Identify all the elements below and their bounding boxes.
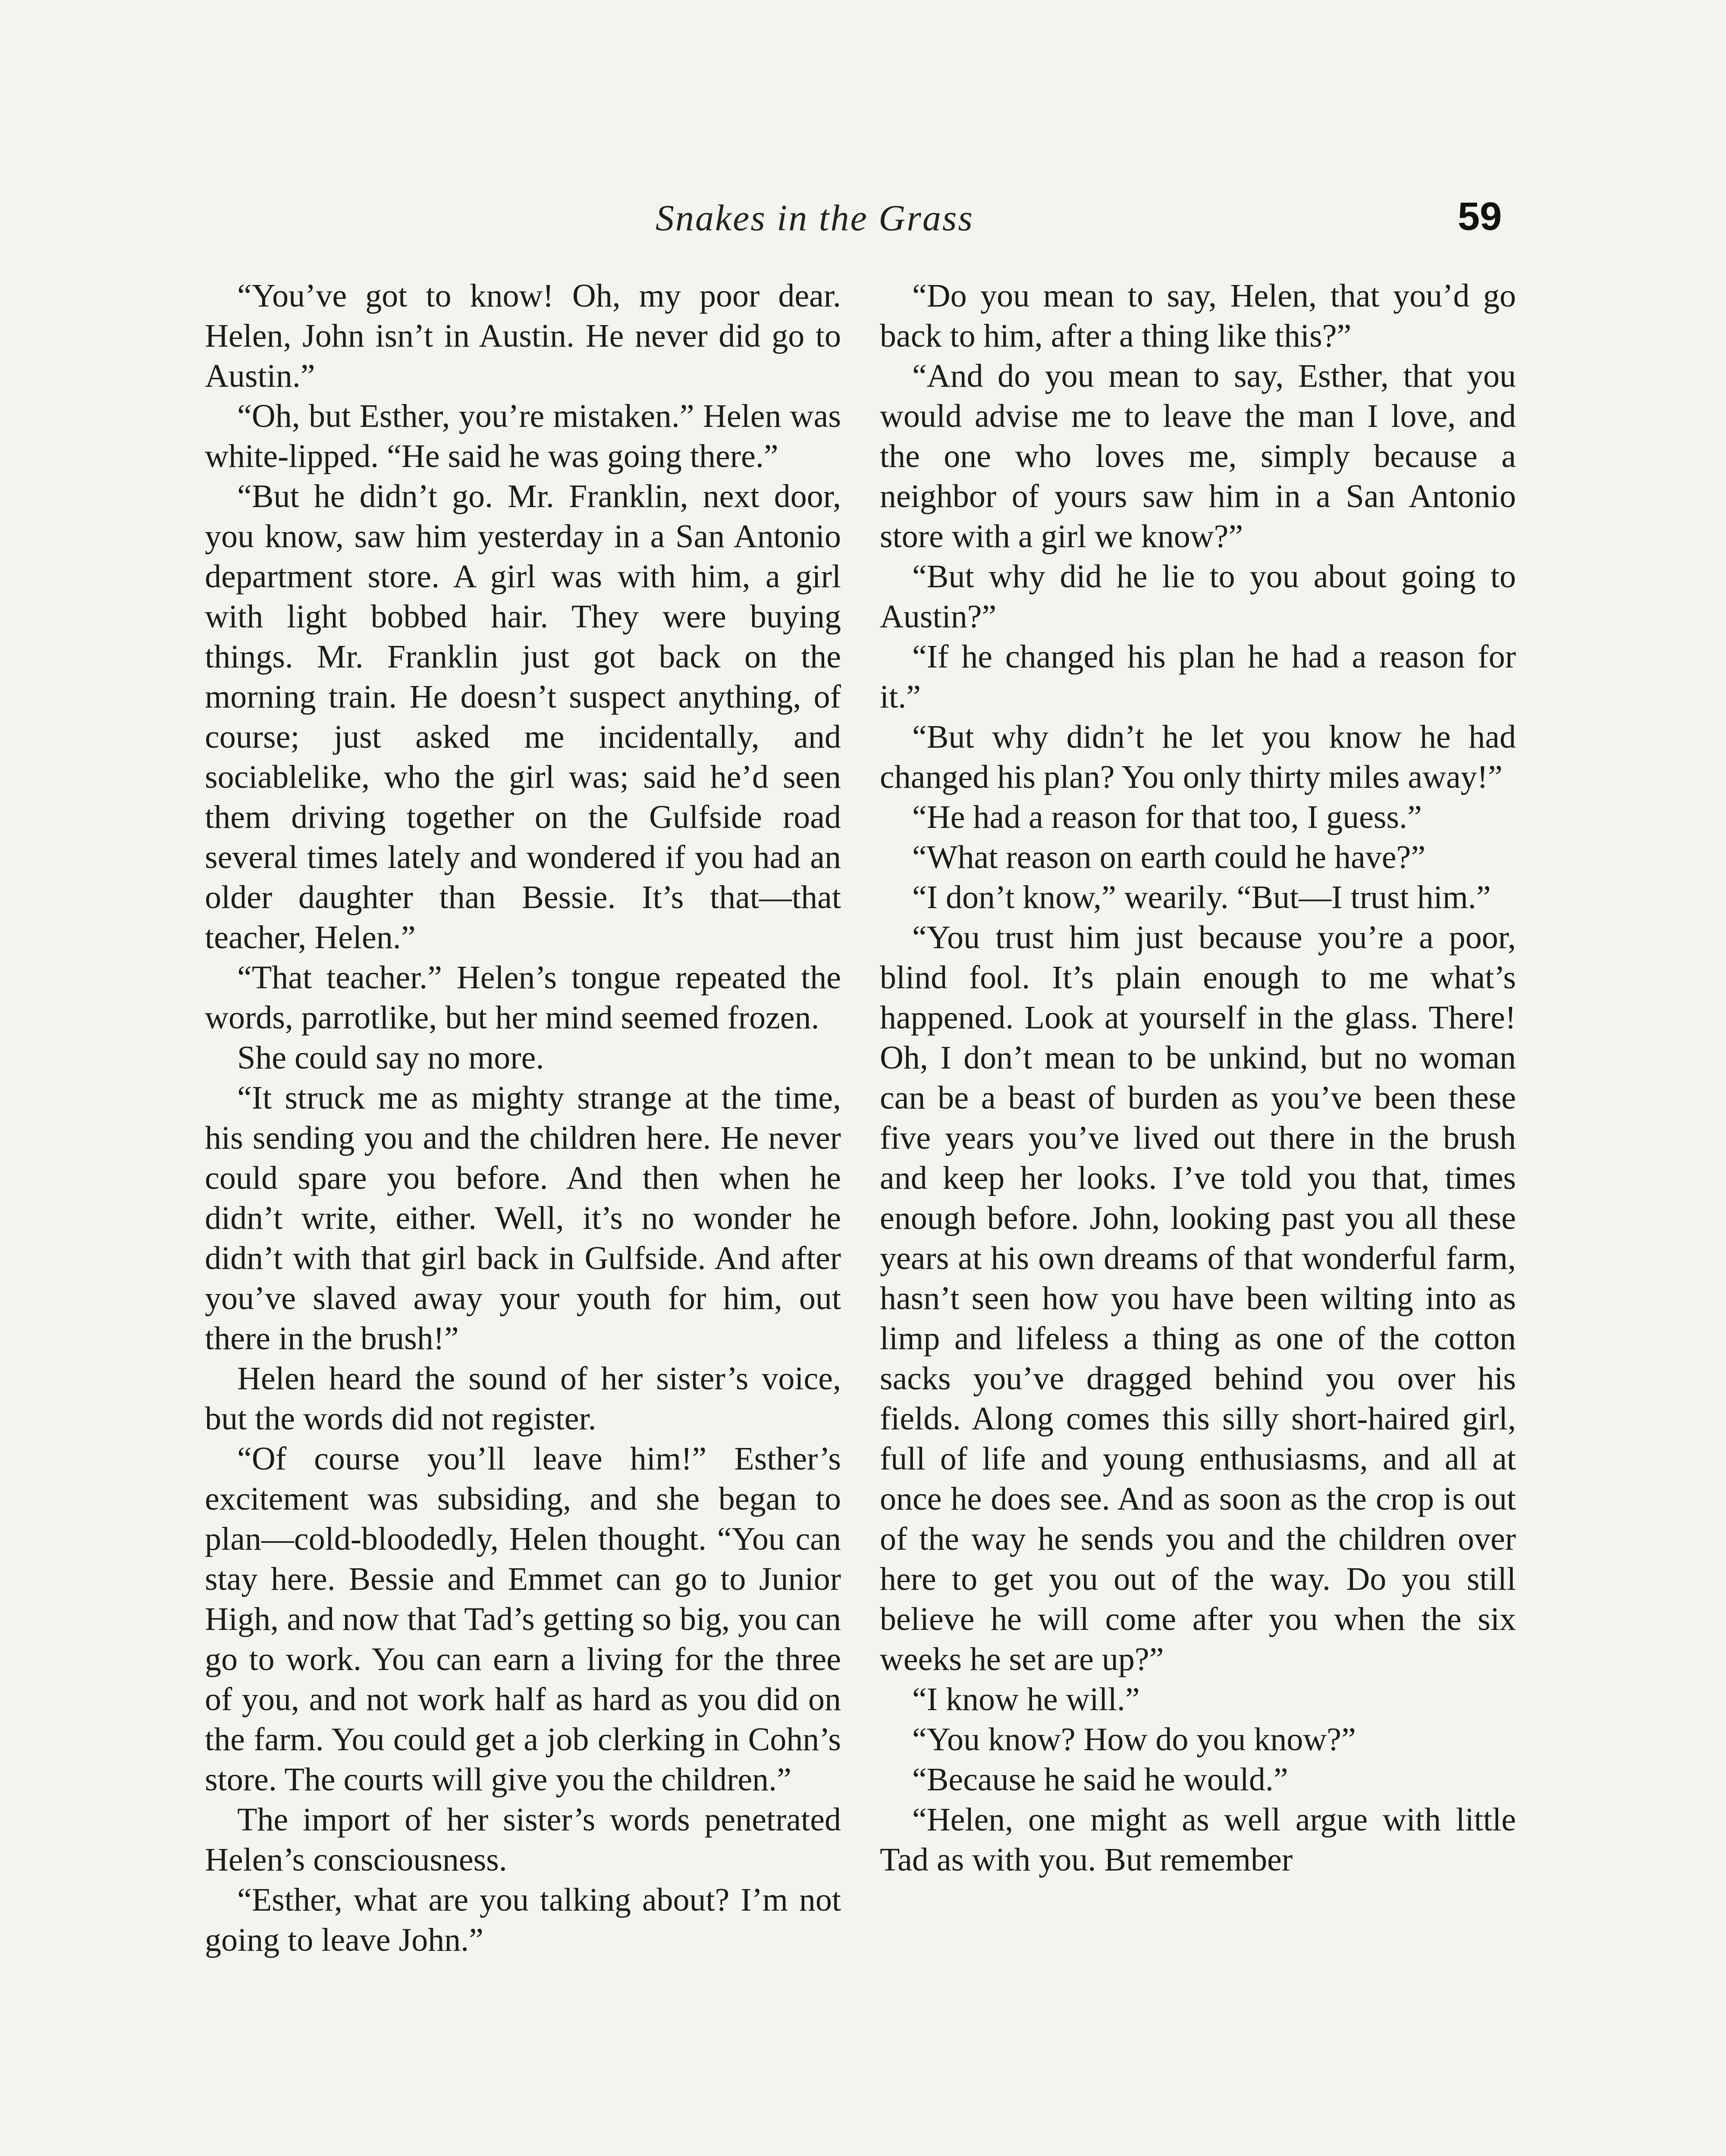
left-column	[205, 276, 841, 1960]
paragraph: “Oh, but Esther, you’re mistaken.” Helen was white-lipped. “He said he was going there.”	[205, 398, 841, 474]
paragraph: “But he didn’t go. Mr. Franklin, next door, you know, saw him yesterday in a San Antonio department store. A girl was with him, a girl with light bobbed hair. They were buying things. Mr. Franklin just got back on the morning train. He doesn’t suspect anything, of course; just asked me incidentally, and sociablelike, who the girl was; said he’d seen them driving together on the Gulfside road several times lately and wondered if you had an older daughter than Bessie. It’s that—that teacher, Helen.”	[205, 478, 841, 956]
paragraph: She could say no more.	[237, 1040, 544, 1076]
paragraph: “I know he will.”	[912, 1681, 1140, 1717]
paragraph: “You know? How do you know?”	[912, 1721, 1356, 1758]
paragraph: “Because he said he would.”	[912, 1761, 1288, 1798]
paragraph: “Do you mean to say, Helen, that you’d go back to him, after a thing like this?”	[880, 278, 1516, 354]
running-title: Snakes in the Grass	[656, 197, 974, 238]
paragraph: “That teacher.” Helen’s tongue repeated the words, parrotlike, but her mind seemed frozen.	[205, 959, 841, 1036]
paragraph: “He had a reason for that too, I guess.”	[912, 799, 1422, 835]
paragraph: “And do you mean to say, Esther, that you would advise me to leave the man I love, and the one who loves me, simply because a neighbor of yours saw him in a San Antonio store with a girl we know?”	[880, 358, 1516, 555]
paragraph: “You trust him just because you’re a poor, blind fool. It’s plain enough to me what’s happened. Look at yourself in the glass. There! Oh, I don’t mean to be unkind, but no woman can be a beast of burden as you’ve been these five years you’ve lived out there in the brush and keep her looks. I’ve told you that, times enough before. John, looking past you all these years at his own dreams of that wonderful farm, hasn’t seen how you have been wilting into as limp and lifeless a thing as one of the cotton sacks you’ve dragged behind you over his fields. Along comes this silly short-haired girl, full of life and young enthusiasms, and all at once he does see. And as soon as the crop is out of the way he sends you and the children over here to get you out of the way. Do you still believe he will come after you when the six weeks he set are up?”	[880, 919, 1516, 1677]
paragraph: “What reason on earth could he have?”	[912, 839, 1426, 875]
paragraph: “Esther, what are you talking about? I’m not going to leave John.”	[205, 1882, 841, 1958]
paragraph: The import of her sister’s words penetrated Helen’s consciousness.	[205, 1802, 841, 1878]
paragraph: “It struck me as mighty strange at the time, his sending you and the children here. He never could spare you before. And then when he didn’t write, either. Well, it’s no wonder he didn’t with that girl back in Gulfside. And after you’ve slaved away your youth for him, out there in the brush!”	[205, 1080, 841, 1357]
paragraph: “But why did he lie to you about going to Austin?”	[880, 558, 1516, 635]
paragraph: “I don’t know,” wearily. “But—I trust him.”	[912, 879, 1491, 915]
paragraph: Helen heard the sound of her sister’s voice, but the words did not register.	[205, 1360, 841, 1437]
paragraph: “But why didn’t he let you know he had changed his plan? You only thirty miles away!”	[880, 719, 1516, 795]
paragraph: “Helen, one might as well argue with little Tad as with you. But remember	[880, 1802, 1516, 1878]
paragraph: “You’ve got to know! Oh, my poor dear. Helen, John isn’t in Austin. He never did go to Austin.”	[205, 278, 841, 394]
page-number: 59	[1458, 194, 1502, 238]
paragraph: “Of course you’ll leave him!” Esther’s excitement was subsiding, and she began to plan—cold-bloodedly, Helen thought. “You can stay here. Bessie and Emmet can go to Junior High, and now that Tad’s getting so big, you can go to work. You can earn a living for the three of you, and not work half as hard as you did on the farm. You could get a job clerking in Cohn’s store. The courts will give you the children.”	[205, 1441, 841, 1798]
paragraph: “If he changed his plan he had a reason for it.”	[880, 639, 1516, 715]
right-column	[880, 276, 1516, 1880]
